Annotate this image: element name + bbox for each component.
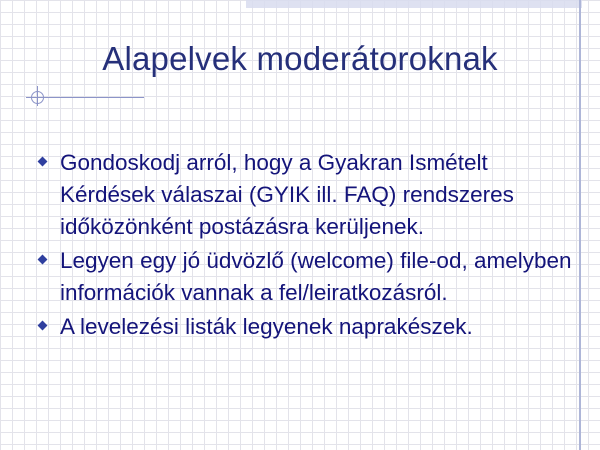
bullet-item (38, 147, 583, 243)
slide-title: Alapelvek moderátoroknak (102, 40, 498, 77)
bullet-text: Gondoskodj arról, hogy a Gyakran Ismételt Kérdések válaszai (GYIK ill. FAQ) rendszeres időközönként postázásra kerüljenek. (60, 150, 514, 239)
bullet-text: Legyen egy jó üdvözlő (welcome) file-od, amelyben információk vannak a fel/leiratkozásról. (60, 248, 572, 305)
diamond-bullet-icon (38, 157, 48, 167)
bullet-item (38, 311, 583, 343)
bullet-list (38, 147, 583, 345)
bullet-text: A levelezési listák legyenek naprakészek. (60, 314, 473, 339)
diamond-bullet-icon (38, 321, 48, 331)
title-underline-rule (26, 97, 144, 98)
diamond-bullet-icon (38, 255, 48, 265)
top-decor-band (246, 0, 582, 8)
bullet-item (38, 245, 583, 309)
